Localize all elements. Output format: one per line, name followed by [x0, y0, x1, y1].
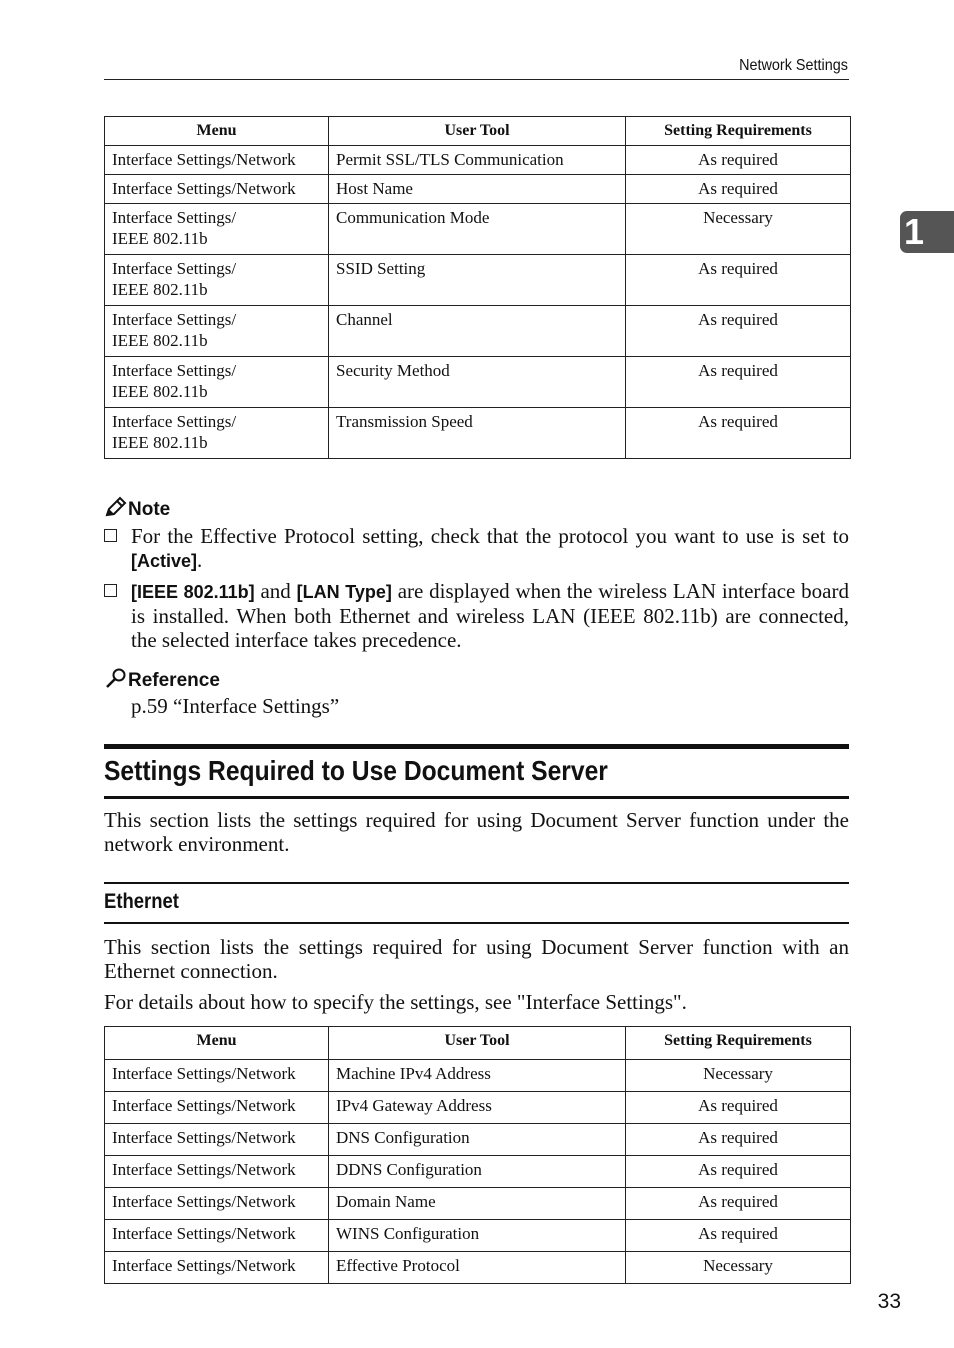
menu-cell: Interface Settings/ IEEE 802.11b	[105, 306, 329, 357]
user-tool-cell: Transmission Speed	[329, 408, 626, 459]
reference-heading-label: Reference	[128, 670, 220, 691]
section-rule-top	[104, 744, 849, 749]
table-row	[105, 408, 851, 459]
section-rule-bottom	[104, 796, 849, 799]
key-label-ieee: [IEEE 802.11b]	[131, 582, 255, 602]
section-title: Settings Required to Use Document Server	[104, 755, 608, 786]
subsection-title: Ethernet	[104, 890, 179, 913]
reference-heading	[104, 667, 220, 692]
table-row	[105, 357, 851, 408]
menu-cell: Interface Settings/Network	[105, 1220, 329, 1252]
section-intro: This section lists the settings required for using Document Server function under the network environment.	[104, 808, 849, 856]
menu-cell: Interface Settings/Network	[105, 1188, 329, 1220]
table-row	[105, 306, 851, 357]
user-tool-cell: Communication Mode	[329, 204, 626, 255]
ethernet-settings-table	[104, 1026, 851, 1284]
menu-cell: Interface Settings/Network	[105, 146, 329, 175]
user-tool-cell: IPv4 Gateway Address	[329, 1092, 626, 1124]
key-label-lan-type: [LAN Type]	[296, 582, 392, 602]
pencil-icon	[104, 496, 128, 518]
page-number: 33	[877, 1290, 901, 1313]
requirement-cell: As required	[626, 1124, 851, 1156]
table-row	[105, 146, 851, 175]
menu-cell: Interface Settings/Network	[105, 1156, 329, 1188]
chapter-tab: 1	[900, 211, 954, 253]
table-row	[105, 1092, 851, 1124]
table-row	[105, 204, 851, 255]
column-header-menu: Menu	[105, 117, 329, 146]
running-header: Network Settings	[739, 57, 848, 74]
column-header-menu: Menu	[105, 1027, 329, 1060]
note-item-text: For the Effective Protocol setting, check that the protocol you want to use is set to	[131, 524, 849, 548]
subsection-rule-bottom	[104, 922, 849, 924]
requirement-cell: As required	[626, 146, 851, 175]
requirement-cell: As required	[626, 408, 851, 459]
user-tool-cell: DDNS Configuration	[329, 1156, 626, 1188]
user-tool-cell: Channel	[329, 306, 626, 357]
menu-cell: Interface Settings/ IEEE 802.11b	[105, 255, 329, 306]
subsection-rule-top	[104, 882, 849, 884]
menu-cell: Interface Settings/Network	[105, 1252, 329, 1284]
note-heading-label: Note	[128, 499, 171, 520]
note-heading	[104, 496, 170, 521]
requirement-cell: Necessary	[626, 1252, 851, 1284]
table-row	[105, 255, 851, 306]
user-tool-cell: Domain Name	[329, 1188, 626, 1220]
user-tool-cell: WINS Configuration	[329, 1220, 626, 1252]
requirement-cell: Necessary	[626, 1060, 851, 1092]
user-tool-cell: SSID Setting	[329, 255, 626, 306]
menu-cell: Interface Settings/Network	[105, 1060, 329, 1092]
checkbox-square-icon	[104, 584, 117, 597]
menu-cell: Interface Settings/Network	[105, 1124, 329, 1156]
requirement-cell: As required	[626, 1156, 851, 1188]
user-tool-cell: Machine IPv4 Address	[329, 1060, 626, 1092]
column-header-user-tool: User Tool	[329, 1027, 626, 1060]
note-item	[104, 579, 849, 652]
requirement-cell: As required	[626, 1188, 851, 1220]
column-header-user-tool: User Tool	[329, 117, 626, 146]
header-rule	[104, 79, 849, 80]
note-item-text: are displayed when the wireless LAN interface board is installed. When both Ethernet and wireless LAN (IEEE 802.11b) are connected, the selected interface takes precedence.	[131, 579, 849, 652]
user-tool-cell: Security Method	[329, 357, 626, 408]
subsection-paragraph: This section lists the settings required for using Document Server function with an Ethernet connection.	[104, 935, 849, 983]
table-row	[105, 1188, 851, 1220]
requirement-cell: As required	[626, 1220, 851, 1252]
note-item-end: .	[197, 548, 203, 572]
table-row	[105, 1060, 851, 1092]
menu-cell: Interface Settings/ IEEE 802.11b	[105, 408, 329, 459]
user-tool-cell: DNS Configuration	[329, 1124, 626, 1156]
table-row	[105, 1124, 851, 1156]
note-item-conjunction: and	[254, 579, 297, 603]
network-settings-table	[104, 116, 851, 459]
checkbox-square-icon	[104, 529, 117, 542]
subsection-paragraph: For details about how to specify the settings, see "Interface Settings".	[104, 990, 687, 1014]
table-row	[105, 1252, 851, 1284]
requirement-cell: As required	[626, 255, 851, 306]
requirement-cell: As required	[626, 175, 851, 204]
table-row	[105, 1220, 851, 1252]
menu-cell: Interface Settings/ IEEE 802.11b	[105, 357, 329, 408]
key-label-active: [Active]	[131, 551, 198, 571]
menu-cell: Interface Settings/ IEEE 802.11b	[105, 204, 329, 255]
user-tool-cell: Permit SSL/TLS Communication	[329, 146, 626, 175]
note-item	[104, 524, 849, 573]
column-header-setting-requirements: Setting Requirements	[626, 1027, 851, 1060]
reference-link[interactable]: p.59 “Interface Settings”	[131, 694, 340, 718]
menu-cell: Interface Settings/Network	[105, 1092, 329, 1124]
user-tool-cell: Host Name	[329, 175, 626, 204]
magnifier-icon	[104, 667, 128, 689]
requirement-cell: As required	[626, 357, 851, 408]
requirement-cell: As required	[626, 1092, 851, 1124]
menu-cell: Interface Settings/Network	[105, 175, 329, 204]
table-row	[105, 175, 851, 204]
requirement-cell: As required	[626, 306, 851, 357]
requirement-cell: Necessary	[626, 204, 851, 255]
user-tool-cell: Effective Protocol	[329, 1252, 626, 1284]
column-header-setting-requirements: Setting Requirements	[626, 117, 851, 146]
table-row	[105, 1156, 851, 1188]
